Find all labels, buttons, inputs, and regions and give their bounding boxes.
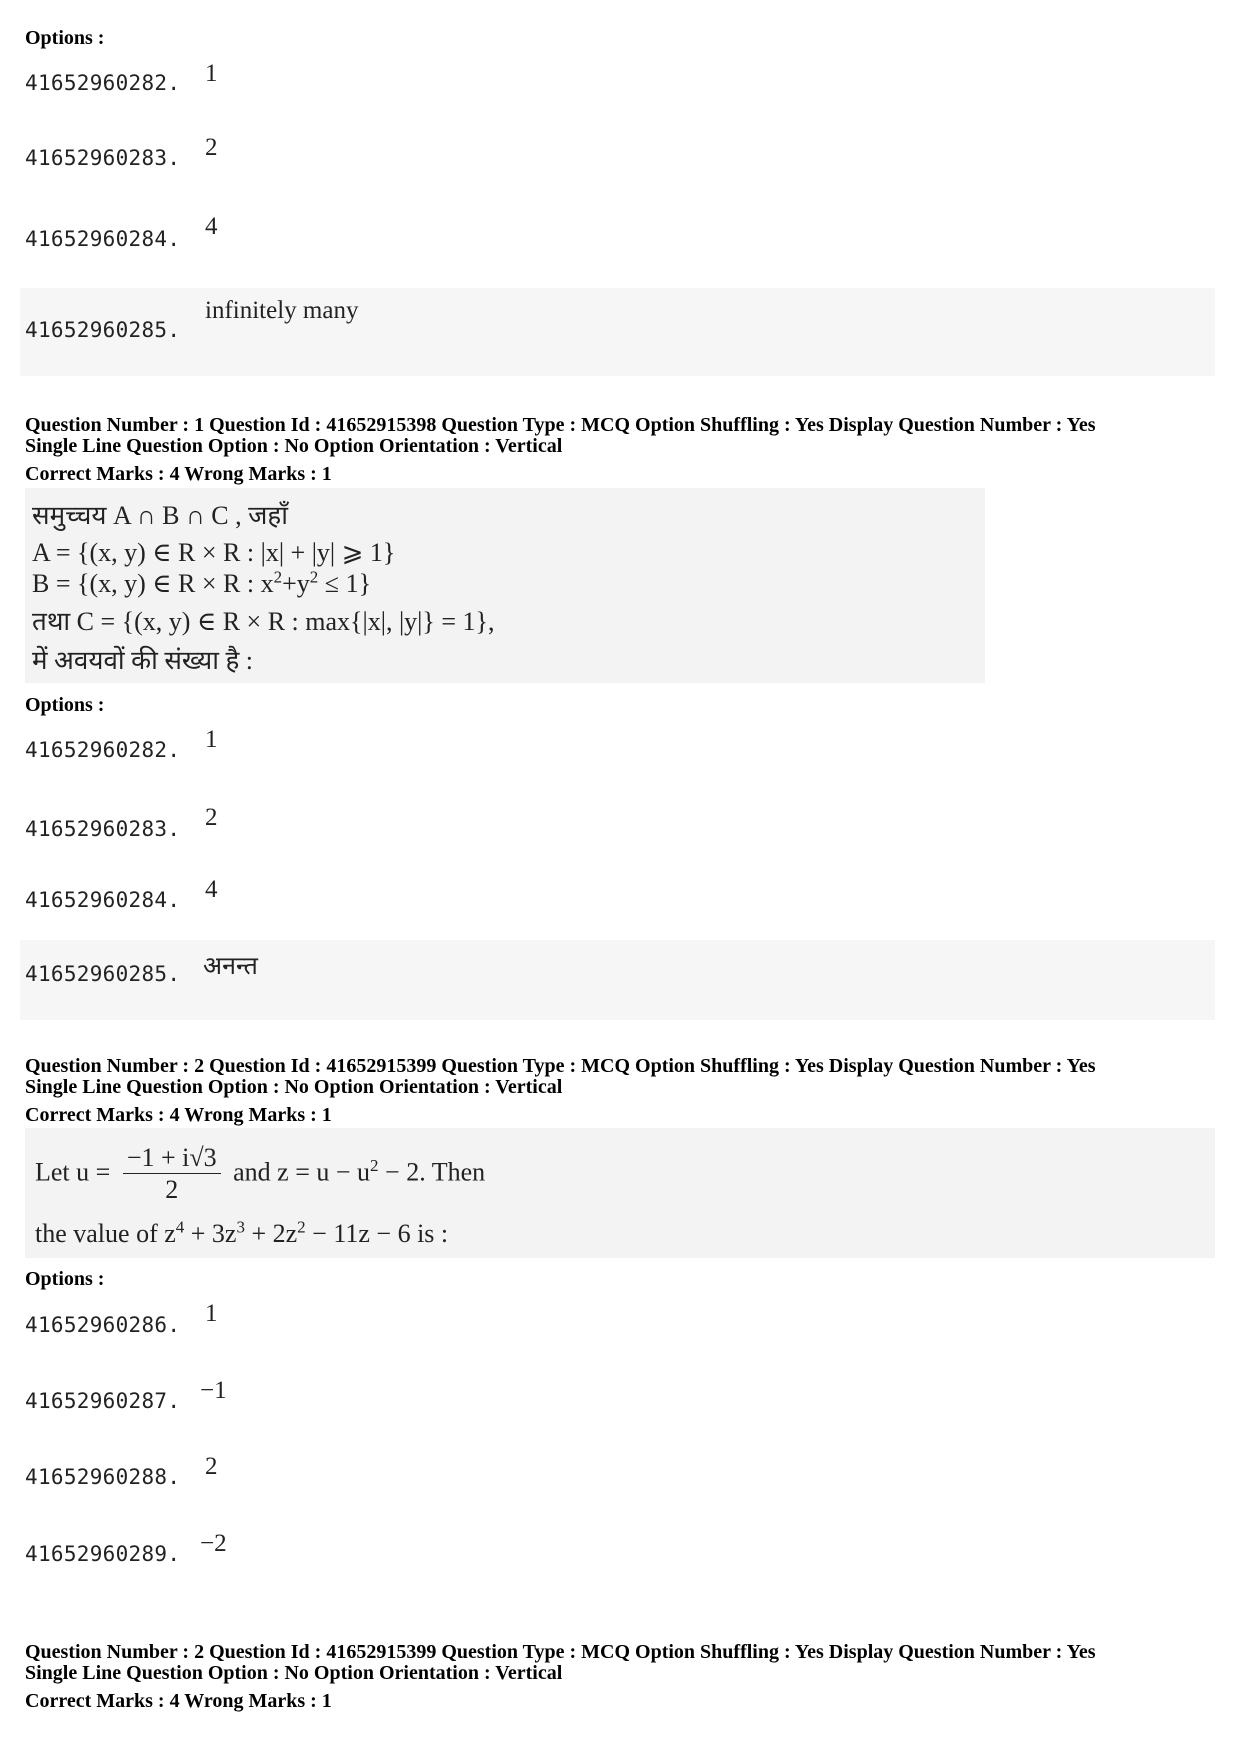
- question-text-line: समुच्चय A ∩ B ∩ C , जहाँ: [32, 501, 288, 530]
- option-id: 41652960289.: [25, 1542, 181, 1566]
- question-marks: Correct Marks : 4 Wrong Marks : 1: [25, 1690, 332, 1712]
- question-text-line: A = {(x, y) ∈ R × R : |x| + |y| ⩾ 1}: [32, 538, 396, 567]
- question-header-line2: Single Line Question Option : No Option Orientation : Vertical: [25, 435, 563, 457]
- option-highlight: [20, 288, 1215, 376]
- option-value: 2: [205, 804, 218, 831]
- option-value: infinitely many: [205, 297, 359, 324]
- question-text-line: तथा C = {(x, y) ∈ R × R : max{|x|, |y|} = 1},: [32, 607, 495, 636]
- option-id: 41652960285.: [25, 962, 181, 986]
- option-id: 41652960284.: [25, 227, 181, 251]
- option-highlight: [20, 940, 1215, 1020]
- option-id: 41652960283.: [25, 817, 181, 841]
- option-value: 1: [205, 726, 218, 753]
- option-value: 1: [205, 60, 218, 87]
- option-id: 41652960283.: [25, 146, 181, 170]
- options-label: Options :: [25, 27, 105, 49]
- option-value: अनन्त: [203, 953, 258, 980]
- option-id: 41652960282.: [25, 71, 181, 95]
- options-label: Options :: [25, 694, 105, 716]
- question-header-line2: Single Line Question Option : No Option Orientation : Vertical: [25, 1076, 563, 1098]
- option-value: 4: [205, 876, 218, 903]
- question-marks: Correct Marks : 4 Wrong Marks : 1: [25, 1104, 332, 1126]
- option-value: −2: [200, 1530, 227, 1557]
- question-header: Question Number : 2 Question Id : 41652915399 Question Type : MCQ Option Shuffling : Yes Display Question Number : Yes: [25, 1055, 1096, 1077]
- question-text-line: the value of $z^4 + 3z^3 + 2z^2 - 11z - 6$ is :: [35, 1217, 449, 1248]
- question-text-line: में अवयवों की संख्या है :: [32, 646, 253, 675]
- question-header-line2: Single Line Question Option : No Option Orientation : Vertical: [25, 1662, 563, 1684]
- fraction: $\frac{-1 + i√3}{2}$: [123, 1143, 221, 1206]
- question-header: Question Number : 1 Question Id : 41652915398 Question Type : MCQ Option Shuffling : Yes Display Question Number : Yes: [25, 414, 1096, 436]
- question-text-line: Let u = $\frac{-1 + i√3}{2}$ and $z = u - u^2 - 2$. Then: [35, 1143, 486, 1204]
- option-id: 41652960284.: [25, 888, 181, 912]
- option-id: 41652960282.: [25, 738, 181, 762]
- question-marks: Correct Marks : 4 Wrong Marks : 1: [25, 463, 332, 485]
- option-id: 41652960287.: [25, 1389, 181, 1413]
- option-id: 41652960286.: [25, 1313, 181, 1337]
- question-header: Question Number : 2 Question Id : 41652915399 Question Type : MCQ Option Shuffling : Yes Display Question Number : Yes: [25, 1641, 1096, 1663]
- option-value: −1: [200, 1377, 227, 1404]
- option-value: 2: [205, 134, 218, 161]
- option-id: 41652960285.: [25, 318, 181, 342]
- options-label: Options :: [25, 1268, 105, 1290]
- question-text-line: B = {(x, y) ∈ R × R : $x^2+y^2 \le 1$}: [32, 567, 372, 598]
- option-id: 41652960288.: [25, 1465, 181, 1489]
- option-value: 1: [205, 1300, 218, 1327]
- option-value: 2: [205, 1453, 218, 1480]
- option-value: 4: [205, 213, 218, 240]
